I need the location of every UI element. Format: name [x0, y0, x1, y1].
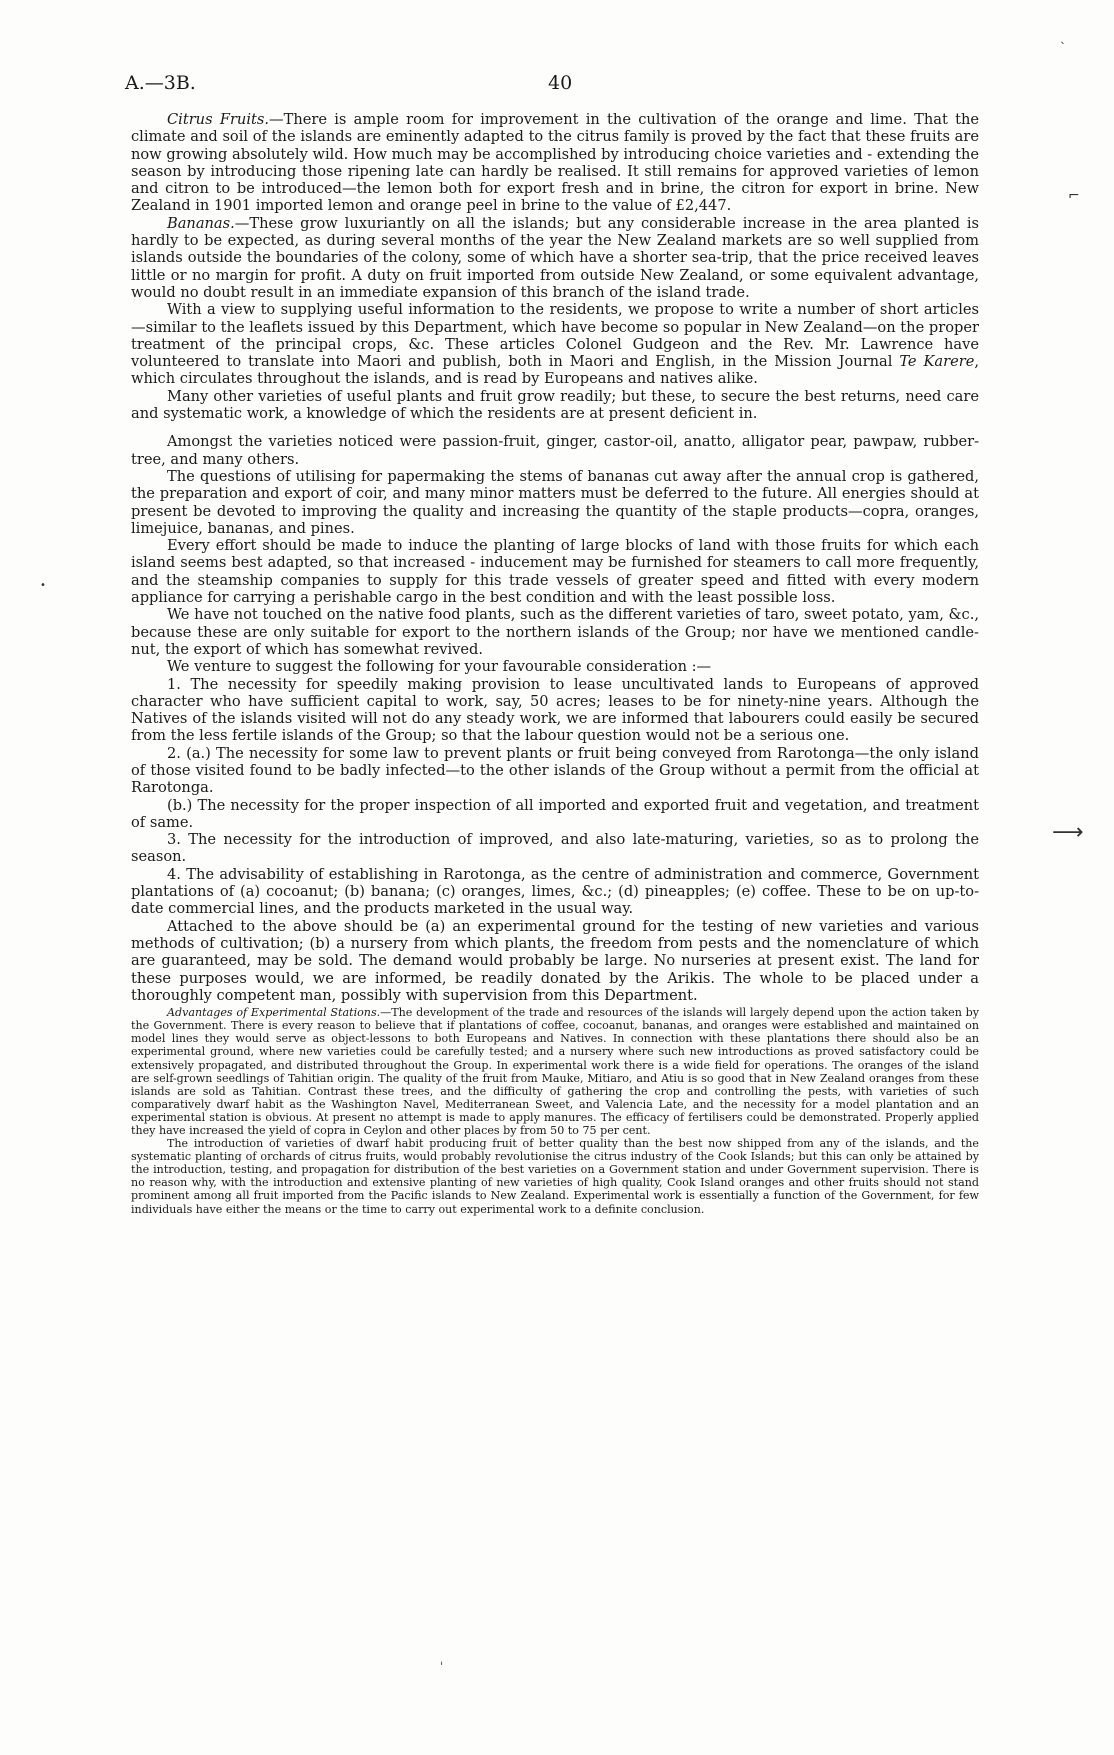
margin-tick: ˈ: [440, 1660, 444, 1674]
journal-title: Te Karere: [899, 353, 975, 371]
paragraph-citrus-fruits: [131, 111, 979, 215]
suggestion-item-3: [131, 831, 979, 866]
paragraph-text: We venture to suggest the following for your favourable consideration :—: [167, 658, 712, 676]
parliamentary-paper-reference: A.—3B.: [125, 72, 196, 94]
paragraph-text: 4. The advisability of establishing in Rarotonga, as the centre of administration and commerce, Government plantations of (a) cocoanut; (b) banana; (c) oranges, limes, &c.; (d) pineapples; (e) coffee. These to be on up-to-date commercial lines, and the products marketed in the usual way.: [131, 865, 979, 918]
margin-speck: ˎ: [1060, 30, 1066, 44]
suggestion-item-4: [131, 866, 979, 918]
paragraph-text: 2. (a.) The necessity for some law to prevent plants or fruit being conveyed from Rarotonga—the only island of those visited found to be badly infected—to the other islands of the Group without a permit from the official at Rarotonga.: [131, 744, 979, 797]
paragraph-text: (b.) The necessity for the proper inspection of all imported and exported fruit and vegetation, and treatment of same.: [131, 796, 979, 831]
paragraph-experimental-ground: [131, 918, 979, 1004]
section-heading-experimental-stations: Advantages of Experimental Stations.: [167, 1006, 381, 1020]
paragraph-varieties-noticed: [131, 433, 979, 468]
page-header: [125, 72, 983, 98]
suggestion-item-2a: [131, 745, 979, 797]
paragraph-text: The questions of utilising for papermaking the stems of bananas cut away after the annual crop is gathered, the preparation and export of coir, and many minor matters must be deferred to the future. All energies should at present be devoted to improving the quality and increasing the quantity of the staple products—copra, oranges, limejuice, bananas, and pines.: [131, 467, 979, 537]
page-body: [131, 111, 979, 1216]
paragraph-text: Amongst the varieties noticed were passion-fruit, ginger, castor-oil, anatto, alligator pear, pawpaw, rubber-tree, and many others.: [131, 433, 979, 468]
paragraph-text: —There is ample room for improvement in the cultivation of the orange and lime. That the climate and soil of the islands are eminently adapted to the citrus family is proved by the fact that these fruits are now growing absolutely wild. How much may be accomplished by introducing choice varieties and - extending the season by introducing those ripening late can hardly be realised. It still remains for approved varieties of lemon and citron to be introduced—the lemon both for export fresh and in brine, the citron for export in brine. New Zealand in 1901 imported lemon and orange peel in brine to the value of £2,447.: [131, 111, 979, 215]
paragraph-planting-effort: [131, 537, 979, 606]
paragraph-other-varieties: [131, 388, 979, 423]
paragraph-text: —The development of the trade and resources of the islands will largely depend upon the action taken by the Government. There is every reason to believe that if plantations of coffee, cocoanut, bananas, and oranges were established and maintained on model lines they would serve as object-lessons to both Europeans and Natives. In connection with these plantations there should also be an experimental ground, where new varieties could be carefully tested; and a nursery where such new introductions as proved satisfactory could be extensively propagated, and distributed throughout the Group. In experimental work there is a wide field for operations. The oranges of the island are self-grown seedlings of Tahitian origin. The quality of the fruit from Mauke, Mitiaro, and Atiu is so good that in New Zealand oranges from these islands are sold as Tahitian. Contrast these trees, and the difficulty of gathering the crop and controlling the pests, with varieties of such comparatively dwarf habit as the Washington Navel, Mediterranean Sweet, and Valencia Late, and the necessity for a model plantation and an experimental station is obvious. At present no attempt is made to apply manures. The efficacy of fertilisers could be demonstrated. Properly applied they have increased the yield of copra in Ceylon and other places by from 50 to 75 per cent.: [131, 1006, 979, 1137]
paragraph-dwarf-varieties: [131, 1137, 979, 1216]
margin-tick-mark: ⌐: [1068, 188, 1080, 204]
paragraph-native-food-plants: [131, 606, 979, 658]
paragraph-experimental-stations: [131, 1006, 979, 1137]
paragraph-text: 3. The necessity for the introduction of improved, and also late-maturing, varieties, so as to prolong the season.: [131, 831, 979, 866]
paragraph-papermaking: [131, 468, 979, 537]
paragraph-useful-information: [131, 301, 979, 387]
paragraph-text: The introduction of varieties of dwarf habit producing fruit of better quality than the best now shipped from any of the islands, and the systematic planting of orchards of citrus fruits, would probably revolutionise the citrus industry of the Cook Islands; but this can only be attained by the introduction, testing, and propagation for distribution of the best varieties on a Government station and under Government supervision. There is no reason why, with the introduction and extensive planting of new varieties of high quality, Cook Island oranges and other fruits should not stand prominent among all fruit imported from the Pacific islands to New Zealand. Experimental work is essentially a function of the Government, for few individuals have either the means or the time to carry out experimental work to a definite conclusion.: [131, 1137, 979, 1216]
paragraph-suggestions-intro: [131, 658, 979, 675]
paragraph-text: 1. The necessity for speedily making provision to lease uncultivated lands to Europeans of approved character who have sufficient capital to work, say, 50 acres; leases to be for ninety-nine years. Although the Natives of the islands visited will not do any steady work, we are informed that labourers could easily be secured from the less fertile islands of the Group; so that the labour question would not be a serious one.: [131, 675, 979, 745]
margin-arrow-mark: ⟶: [1052, 820, 1084, 845]
section-heading-bananas: Bananas.: [167, 214, 235, 232]
paragraph-text: Attached to the above should be (a) an experimental ground for the testing of new varieties and various methods of cultivation; (b) a nursery from which plants, the freedom from pests and the nomenclature of which are guaranteed, may be sold. The demand would probably be large. No nurseries at present exist. The land for these purposes would, we are informed, be readily donated by the Arikis. The whole to be placed under a thoroughly competent man, possibly with supervision from this Department.: [131, 917, 979, 1004]
paragraph-text: , which circulates throughout the islands, and is read by Europeans and natives alike.: [131, 353, 979, 388]
section-heading-citrus-fruits: Citrus Fruits.: [167, 111, 269, 128]
paragraph-text: Every effort should be made to induce the planting of large blocks of land with those fruits for which each island seems best adapted, so that increased - inducement may be furnished for steamers to call more frequently, and the steamship companies to supply for this trade vessels of greater speed and fitted with every modern appliance for carrying a perishable cargo in the best condition and with the least possible loss.: [131, 537, 979, 607]
paragraph-text: We have not touched on the native food plants, such as the different varieties of taro, sweet potato, yam, &c., because these are only suitable for export to the northern islands of the Group; nor have we mentioned candle-nut, the export of which has somewhat revived.: [131, 606, 979, 658]
suggestion-item-1: [131, 676, 979, 745]
appendix-small-print: [131, 1006, 979, 1216]
suggestion-item-2b: [131, 797, 979, 832]
margin-dot: •: [40, 580, 46, 591]
paragraph-text: —These grow luxuriantly on all the islands; but any considerable increase in the area planted is hardly to be expected, as during several months of the year the New Zealand markets are so well supplied from islands outside the boundaries of the colony, some of which have a shorter sea-trip, that the price received leaves little or no margin for profit. A duty on fruit imported from outside New Zealand, or some equivalent advantage, would no doubt result in an immediate expansion of this branch of the island trade.: [131, 214, 979, 301]
paragraph-text: With a view to supplying useful information to the residents, we propose to write a number of short articles—similar to the leaflets issued by this Department, which have become so popular in New Zealand—on the proper treatment of the principal crops, &c. These articles Colonel Gudgeon and the Rev. Mr. Lawrence have volunteered to translate into Maori and publish, both in Maori and English, in the Mission Journal: [131, 301, 979, 371]
paragraph-text: Many other varieties of useful plants and fruit grow readily; but these, to secure the best returns, need care and systematic work, a knowledge of which the residents are at present deficient in.: [131, 387, 979, 423]
page-number: 40: [548, 72, 573, 94]
paragraph-bananas: [131, 215, 979, 301]
